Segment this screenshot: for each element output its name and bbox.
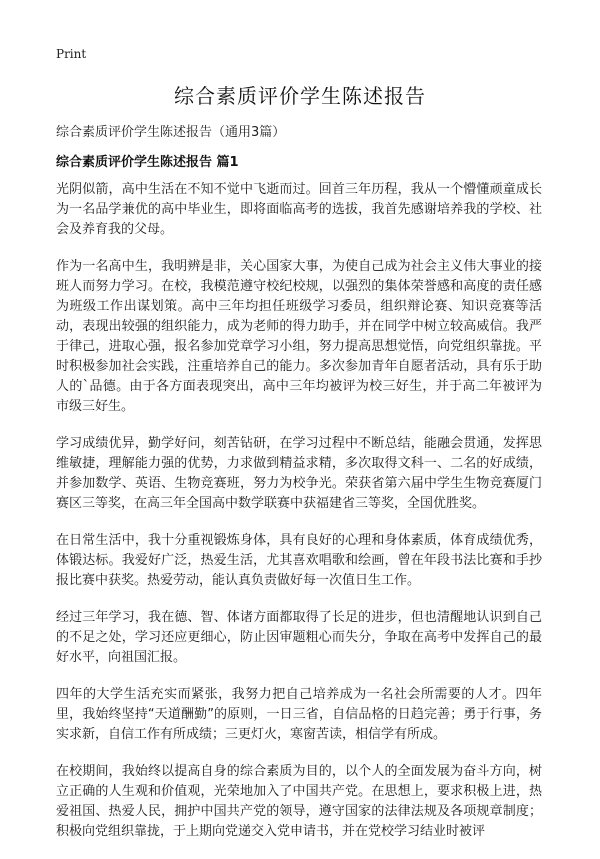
paragraph: 学习成绩优异，勤学好问，刻苦钻研，在学习过程中不断总结，能融会贯通，发挥思维敏捷，理解能力强的优势，力求做到精益求精，多次取得文科一、二名的好成绩，并参加数学、英语、生物竞赛班，努力为校争光。荣获省第六届中学生生物竞赛厦门赛区三等奖，在高三年全国高中数学联赛中获福建省三等奖，全国优胜奖。 (56, 436, 542, 511)
paragraph: 经过三年学习，我在德、智、体诸方面都取得了长足的进步，但也清醒地认识到自己的不足之处，学习还应更细心，防止因审题粗心而失分，争取在高考中发挥自己的最好水平，向祖国汇报。 (56, 610, 542, 665)
paragraph: 四年的大学生活充实而紧张，我努力把自己培养成为一名社会所需要的人才。四年里，我始终坚持“天道酬勤”的原则，一日三省，自信品格的日趋完善；勇于行事，务实求新，自信工作有所成绩；三更灯火，寒窗苦读，相信学有所成。 (56, 687, 542, 742)
document-subtitle: 综合素质评价学生陈述报告（通用3篇） (56, 125, 286, 140)
paragraph: 光阴似箭，高中生活在不知不觉中飞逝而过。回首三年历程，我从一个懵懂顽童成长为一名品学兼优的高中毕业生，即将面临高考的选拔，我首先感谢培养我的学校、社会及养育我的父母。 (56, 182, 542, 237)
paragraph: 在日常生活中，我十分重视锻炼身体，具有良好的心理和身体素质，体育成绩优秀，体锻达标。我爱好广泛，热爱生活，尤其喜欢唱歌和绘画，曾在年段书法比赛和手抄报比赛中获奖。热爱劳动，能认真负责做好每一次值日生工作。 (56, 533, 542, 588)
paragraph: 在校期间，我始终以提高自身的综合素质为目的，以个人的全面发展为奋斗方向，树立正确的人生观和价值观，光荣地加入了中国共产党。在思想上，要求积极上进，热爱祖国、热爱人民，拥护中国共产党的领导，遵守国家的法律法规及各项规章制度；积极向党组织靠拢，于上期向党递交入党申请书，并在党校学习结业时被评 (56, 764, 542, 839)
document-body (56, 180, 542, 859)
section-heading: 综合素质评价学生陈述报告 篇1 (56, 155, 239, 170)
page-title: 综合素质评价学生陈述报告 (174, 84, 426, 108)
print-link[interactable]: Print (56, 47, 87, 61)
paragraph: 作为一名高中生，我明辨是非，关心国家大事，为使自己成为社会主义伟大事业的接班人而努力学习。在校，我模范遵守校纪校规，以强烈的集体荣誉感和高度的责任感为班级工作出谋划策。高中三年均担任班级学习委员，组织辩论赛、知识竞赛等活动，表现出较强的组织能力，成为老师的得力助手，并在同学中树立较高威信。我严于律己，进取心强，报名参加党章学习小组，努力提高思想觉悟，向党组织靠拢。平时积极参加社会实践，注重培养自己的能力。多次参加青年自愿者活动，具有乐于助人的`品德。由于各方面表现突出，高中三年均被评为校三好生，并于高二年被评为市级三好生。 (56, 259, 542, 414)
